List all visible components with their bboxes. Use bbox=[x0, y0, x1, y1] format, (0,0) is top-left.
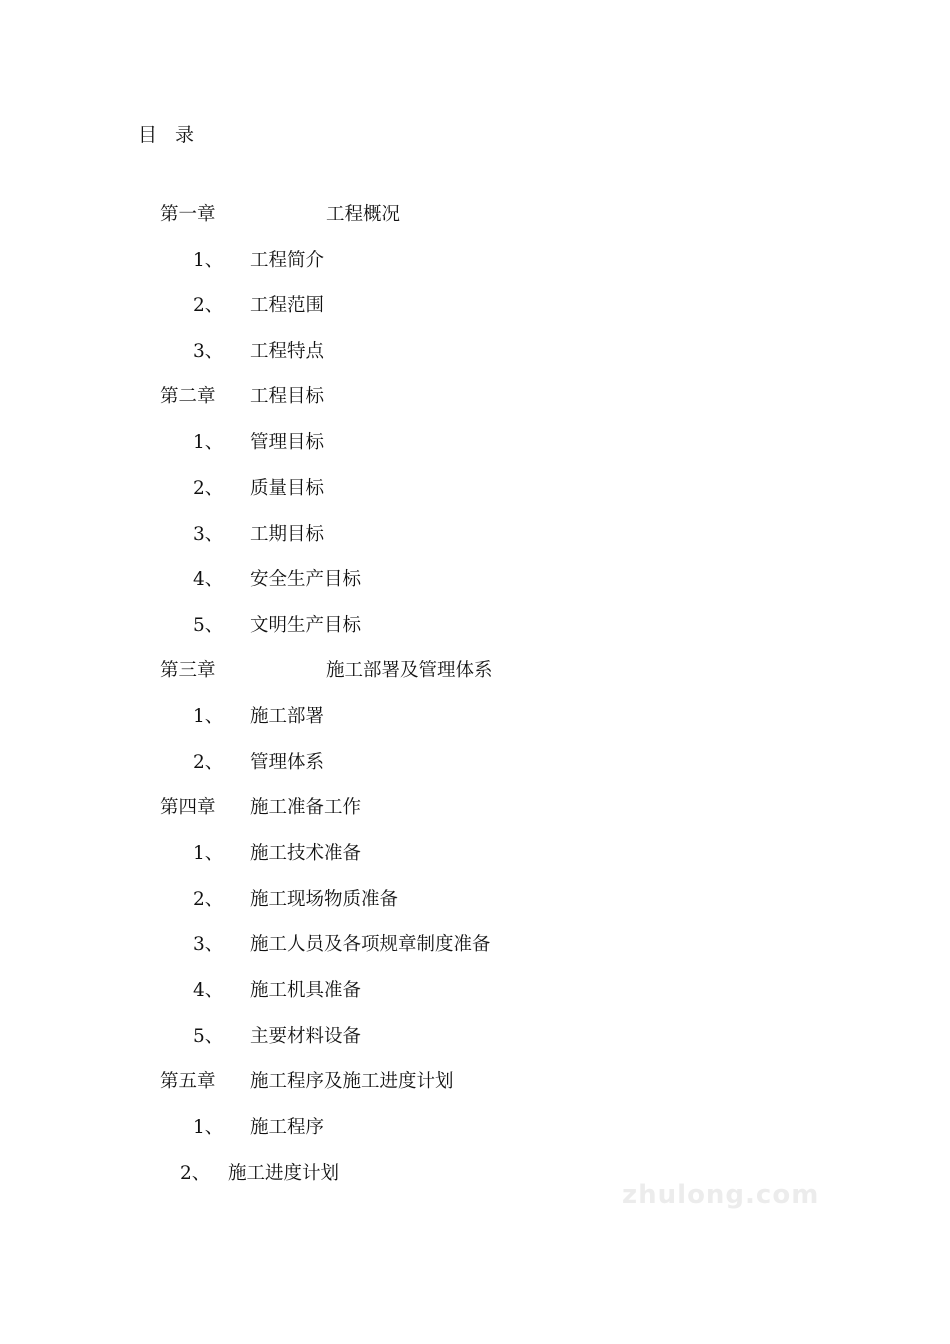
toc-entry-text: 施工程序 bbox=[250, 1117, 325, 1138]
toc-entry-text: 工程特点 bbox=[250, 341, 325, 362]
toc-entry-text: 施工准备工作 bbox=[250, 797, 362, 818]
toc-entry-number: 1、 bbox=[193, 250, 224, 271]
toc-entry-text: 文明生产目标 bbox=[250, 615, 362, 636]
toc-entry-text: 质量目标 bbox=[250, 478, 325, 499]
toc-entry-text: 管理目标 bbox=[250, 432, 325, 453]
toc-entry-text: 主要材料设备 bbox=[250, 1026, 362, 1047]
toc-entry-number: 2、 bbox=[193, 752, 224, 773]
watermark: zhulong.com bbox=[622, 1180, 820, 1210]
toc-entry-text: 施工程序及施工进度计划 bbox=[250, 1071, 454, 1092]
toc-entry-number: 1、 bbox=[193, 843, 224, 864]
toc-entry-number: 第一章 bbox=[160, 204, 216, 225]
toc-entry-number: 3、 bbox=[193, 934, 224, 955]
toc-entry-text: 施工技术准备 bbox=[250, 843, 362, 864]
toc-entry-number: 3、 bbox=[193, 524, 224, 545]
toc-entry-number: 第三章 bbox=[160, 660, 216, 681]
toc-entry-text: 工程目标 bbox=[250, 386, 325, 407]
toc-entry-number: 第二章 bbox=[160, 386, 216, 407]
toc-entry-number: 第五章 bbox=[160, 1071, 216, 1092]
toc-entry-text: 工期目标 bbox=[250, 524, 325, 545]
toc-entry-text: 工程简介 bbox=[250, 250, 325, 271]
toc-entry-number: 5、 bbox=[193, 1026, 224, 1047]
toc-entry-number: 3、 bbox=[193, 341, 224, 362]
toc-entry-text: 工程概况 bbox=[326, 204, 401, 225]
toc-entry-text: 施工人员及各项规章制度准备 bbox=[250, 934, 491, 955]
toc-entry-number: 1、 bbox=[193, 1117, 224, 1138]
toc-entry-text: 施工部署 bbox=[250, 706, 325, 727]
toc-entry-number: 1、 bbox=[193, 706, 224, 727]
toc-entry-number: 第四章 bbox=[160, 797, 216, 818]
toc-entry-number: 2、 bbox=[193, 889, 224, 910]
toc-entry-text: 施工现场物质准备 bbox=[250, 889, 399, 910]
toc-entry-number: 2、 bbox=[193, 478, 224, 499]
toc-entry-number: 4、 bbox=[193, 569, 224, 590]
toc-title: 目 录 bbox=[138, 124, 201, 146]
toc-entry-number: 5、 bbox=[193, 615, 224, 636]
toc-entry-text: 施工进度计划 bbox=[228, 1163, 340, 1184]
toc-entry-number: 2、 bbox=[193, 295, 224, 316]
toc-entry-text: 工程范围 bbox=[250, 295, 325, 316]
toc-entry-text: 施工机具准备 bbox=[250, 980, 362, 1001]
toc-entry-number: 2、 bbox=[180, 1163, 211, 1184]
toc-entry-text: 管理体系 bbox=[250, 752, 325, 773]
toc-entry-text: 安全生产目标 bbox=[250, 569, 362, 590]
toc-entry-number: 1、 bbox=[193, 432, 224, 453]
toc-entry-number: 4、 bbox=[193, 980, 224, 1001]
toc-entry-text: 施工部署及管理体系 bbox=[326, 660, 493, 681]
